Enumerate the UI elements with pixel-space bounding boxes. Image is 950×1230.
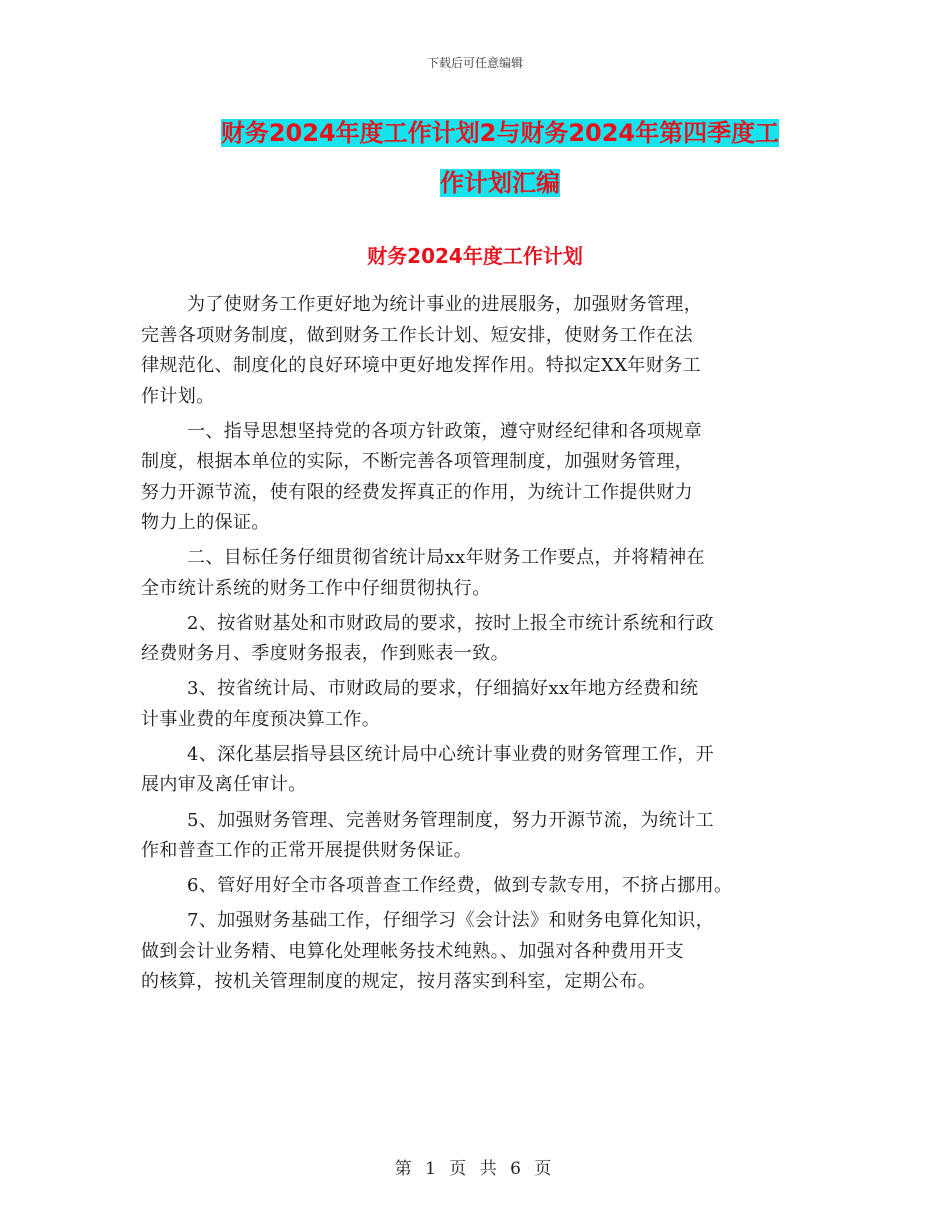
paragraph-line: 4、深化基层指导县区统计局中心统计事业费的财务管理工作，开	[187, 743, 715, 765]
paragraph-line: 二、目标任务仔细贯彻省统计局xx年财务工作要点，并将精神在	[187, 547, 705, 569]
paragraph-line: 3、按省统计局、市财政局的要求，仔细搞好xx年地方经费和统	[187, 678, 699, 700]
paragraph-line: 2、按省财基处和市财政局的要求，按时上报全市统计系统和行政	[187, 612, 715, 634]
section-title: 财务2024年度工作计划	[367, 244, 583, 268]
paragraph-line: 制度，根据本单位的实际，不断完善各项管理制度，加强财务管理，	[141, 451, 693, 473]
paragraph-line: 做到会计业务精、电算化处理帐务技术纯熟。、加强对各种费用开支	[141, 940, 684, 962]
title-line-1: 财务2024年度工作计划2与财务2024年第四季度工	[220, 119, 780, 147]
paragraph	[141, 740, 821, 801]
paragraph-line: 律规范化、制度化的良好环境中更好地发挥作用。特拟定XX年财务工	[141, 355, 702, 376]
body-text	[141, 290, 821, 1002]
paragraph	[141, 806, 821, 867]
title-line-2: 作计划汇编	[440, 169, 560, 197]
paragraph-line: 经费财务月、季度财务报表，作到账表一致。	[141, 643, 509, 665]
paragraph	[141, 417, 821, 539]
paragraph-line: 物力上的保证。	[141, 512, 270, 534]
page-footer: 第 1 页 共 6 页	[394, 1159, 556, 1179]
paragraph-line: 一、指导思想坚持党的各项方针政策，遵守财经纪律和各项规章	[187, 420, 703, 442]
paragraph-line: 努力开源节流，使有限的经费发挥真正的作用，为统计工作提供财力	[141, 481, 693, 503]
paragraph-line: 的核算，按机关管理制度的规定，按月落实到科室，定期公布。	[141, 971, 657, 993]
paragraph-line: 作计划。	[141, 385, 215, 407]
paragraph-line: 完善各项财务制度，做到财务工作长计划、短安排，使财务工作在法	[141, 324, 693, 346]
paragraph-line: 7、加强财务基础工作，仔细学习《会计法》和财务电算化知识，	[187, 910, 715, 932]
paragraph-line: 为了使财务工作更好地为统计事业的进展服务，加强财务管理，	[187, 294, 703, 315]
header-note: 下载后可任意编辑	[426, 56, 523, 70]
paragraph-line: 6、管好用好全市各项普查工作经费，做到专款专用，不挤占挪用。	[187, 875, 733, 897]
document-title	[150, 108, 850, 208]
paragraph-line: 作和普查工作的正常开展提供财务保证。	[141, 840, 473, 862]
paragraph-line: 全市统计系统的财务工作中仔细贯彻执行。	[141, 577, 491, 599]
paragraph-line: 展内审及离任审计。	[141, 774, 307, 796]
paragraph	[141, 871, 821, 902]
paragraph-line: 5、加强财务管理、完善财务管理制度，努力开源节流，为统计工	[187, 809, 715, 831]
paragraph	[141, 543, 821, 604]
paragraph	[141, 290, 821, 412]
paragraph	[141, 906, 821, 998]
paragraph	[141, 674, 821, 735]
paragraph-line: 计事业费的年度预决算工作。	[141, 708, 381, 730]
paragraph	[141, 609, 821, 670]
